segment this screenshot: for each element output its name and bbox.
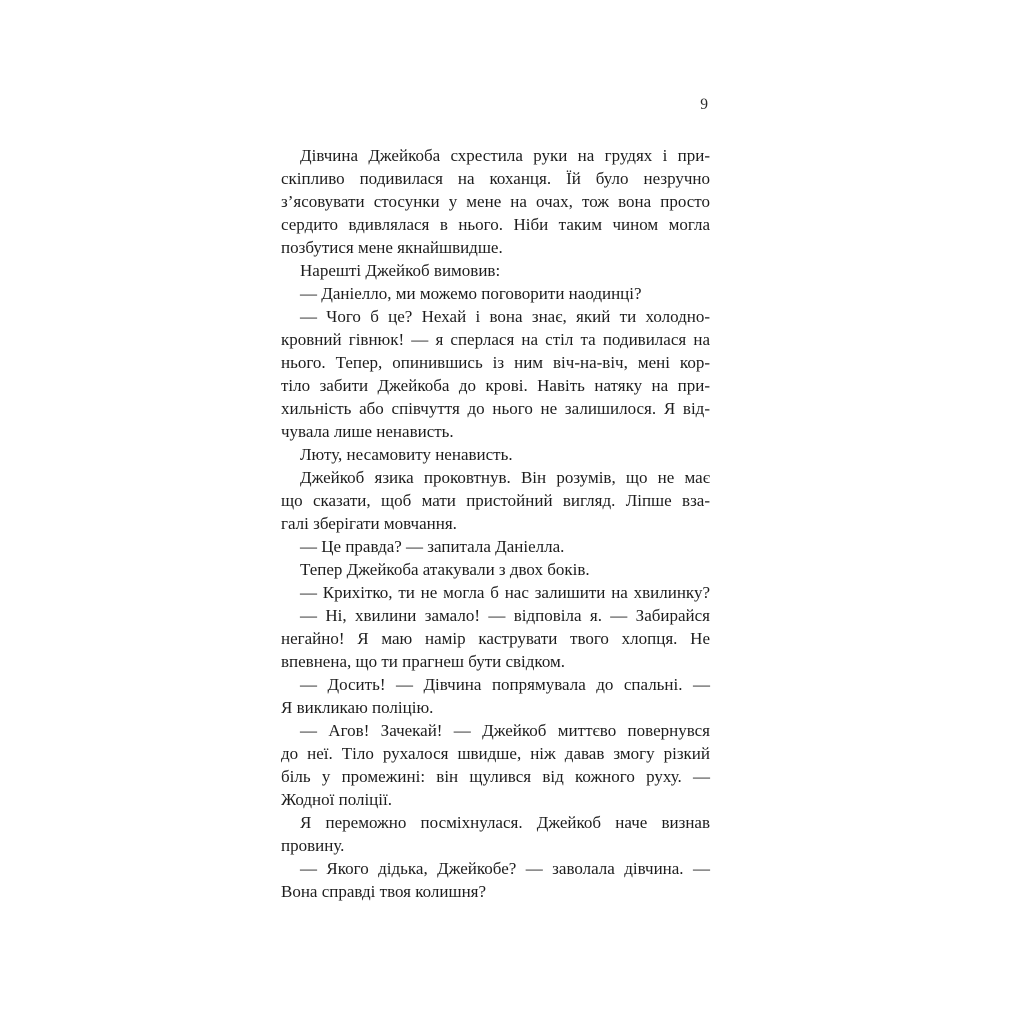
- paragraph: [281, 144, 710, 259]
- text-line: сердито вдивлялася в нього. Ніби таким чином могла: [281, 215, 710, 234]
- text-line: хильність або співчуття до нього не залишилося. Я від-: [281, 399, 710, 418]
- paragraph: [281, 719, 710, 811]
- text-line: — Даніелло, ми можемо поговорити наодинці?: [300, 284, 642, 303]
- text-line: — Якого дідька, Джейкобе? — заволала дівчина. —: [300, 859, 710, 878]
- text-line: Жодної поліції.: [281, 790, 392, 809]
- text-line: — Чого б це? Нехай і вона знає, який ти холодно-: [300, 307, 710, 326]
- text-line: Нарешті Джейкоб вимовив:: [300, 261, 501, 280]
- text-line: позбутися мене якнайшвидше.: [281, 238, 503, 257]
- paragraph: [281, 811, 710, 857]
- text-line: Джейкоб язика проковтнув. Він розумів, що не має: [300, 468, 710, 487]
- text-line: скіпливо подивилася на коханця. Їй було незручно: [281, 169, 710, 188]
- page-number: 9: [700, 96, 708, 113]
- text-block: [281, 144, 710, 903]
- paragraph: [281, 305, 710, 443]
- text-line: біль у промежині: він щулився від кожного руху. —: [281, 767, 710, 786]
- text-line: до неї. Тіло рухалося швидше, ніж давав змогу різкий: [281, 744, 710, 763]
- text-line: Дівчина Джейкоба схрестила руки на грудях і при-: [300, 146, 710, 165]
- text-line: Вона справді твоя колишня?: [281, 882, 487, 901]
- text-line: Тепер Джейкоба атакували з двох боків.: [300, 560, 590, 579]
- paragraph: [281, 259, 710, 282]
- paragraph: [281, 604, 710, 673]
- text-line: що сказати, щоб мати пристойний вигляд. Ліпше вза-: [281, 491, 710, 510]
- text-line: нього. Тепер, опинившись із ним віч-на-віч, мені кор-: [281, 353, 710, 372]
- text-line: — Агов! Зачекай! — Джейкоб миттєво повернувся: [300, 721, 710, 740]
- text-line: провину.: [281, 836, 345, 855]
- paragraph: [281, 857, 710, 903]
- text-line: тіло забити Джейкоба до крові. Навіть натяку на при-: [281, 376, 710, 395]
- text-line: Я викликаю поліцію.: [281, 698, 434, 717]
- text-line: галі зберігати мовчання.: [281, 514, 457, 533]
- paragraph: [281, 443, 710, 466]
- text-line: — Ні, хвилини замало! — відповіла я. — Забирайся: [300, 606, 710, 625]
- paragraph: [281, 466, 710, 535]
- paragraph: [281, 673, 710, 719]
- paragraph: [281, 282, 710, 305]
- text-line: чувала лише ненависть.: [281, 422, 454, 441]
- paragraph: [281, 581, 710, 604]
- paragraph: [281, 558, 710, 581]
- text-line: впевнена, що ти прагнеш бути свідком.: [281, 652, 566, 671]
- text-line: — Це правда? — запитала Даніелла.: [300, 537, 565, 556]
- text-line: — Крихітко, ти не могла б нас залишити на хвилинку?: [300, 583, 710, 602]
- text-line: — Досить! — Дівчина попрямувала до спальні. —: [300, 675, 710, 694]
- text-line: Я переможно посміхнулася. Джейкоб наче визнав: [300, 813, 710, 832]
- text-line: негайно! Я маю намір каструвати твого хлопця. Не: [281, 629, 710, 648]
- text-line: кровний гівнюк! — я сперлася на стіл та подивилася на: [281, 330, 710, 349]
- paragraph: [281, 535, 710, 558]
- text-line: з’ясовувати стосунки у мене на очах, тож вона просто: [281, 192, 710, 211]
- text-line: Люту, несамовиту ненависть.: [300, 445, 513, 464]
